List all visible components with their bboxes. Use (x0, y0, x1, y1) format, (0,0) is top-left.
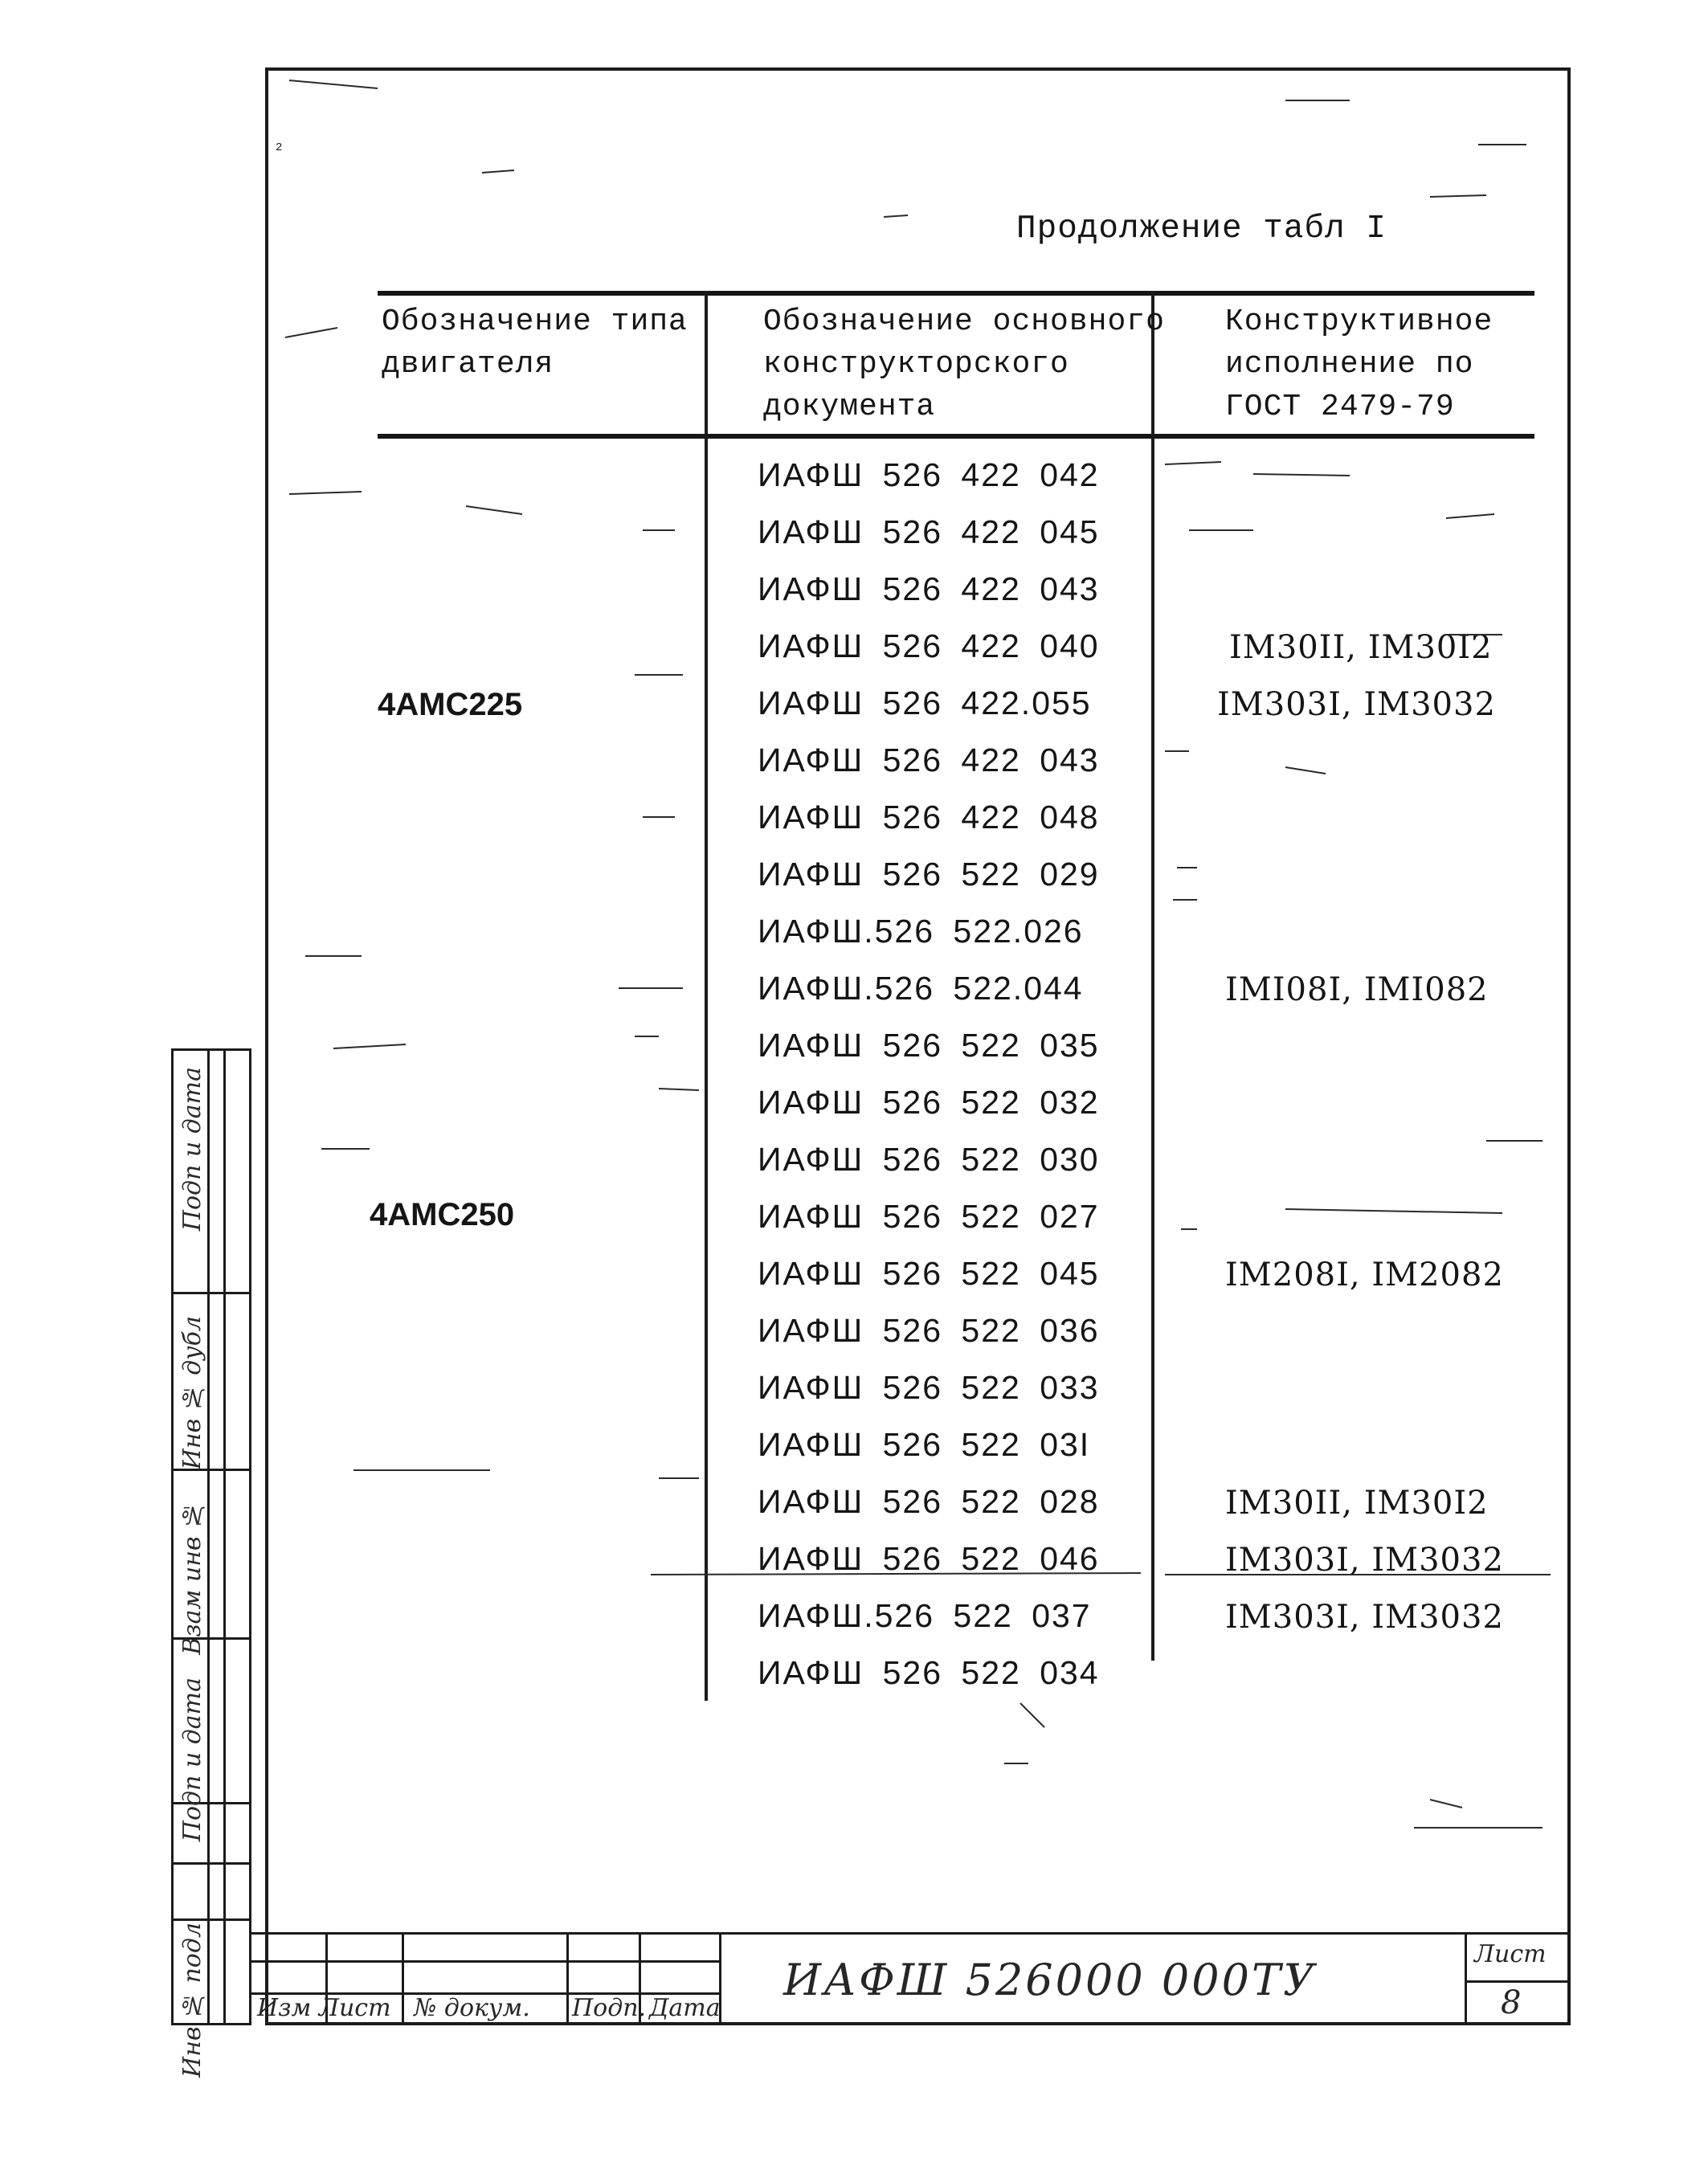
document-code-row: ИАФШ 526 522 028 (758, 1483, 1100, 1520)
document-code-row: ИАФШ 526 422 043 (758, 570, 1100, 607)
header-mounting-line1: Конструктивное (1225, 304, 1493, 339)
table-continuation-note: Продолжение табл I (1016, 210, 1387, 247)
document-code-row: ИАФШ 526 422 045 (758, 513, 1100, 550)
header-design-document-line2: конструкторского (763, 347, 1069, 382)
mounting-variant: IM208I, IM2082 (1225, 1256, 1504, 1293)
document-code-row: ИАФШ 526 422 043 (758, 742, 1100, 778)
strip-label: Взам инв № (178, 1501, 206, 1655)
title-block-divider (402, 1932, 404, 2025)
header-motor-type-line1: Обозначение типа (382, 304, 688, 339)
title-block-sheet-rule (1465, 1980, 1569, 1983)
motor-type-2: 4АМС250 (370, 1197, 515, 1232)
document-code-row: ИАФШ 526 522 045 (758, 1255, 1100, 1292)
strip-row-divider (174, 1292, 249, 1294)
header-motor-type-line2: двигателя (382, 347, 554, 382)
title-block-divider (566, 1932, 569, 2025)
strip-row-divider (174, 1918, 249, 1921)
document-code-row: ИАФШ.526 522.026 (758, 913, 1084, 950)
strip-row-divider (174, 1862, 249, 1865)
document-code-row: ИАФШ 526 422 042 (758, 456, 1100, 493)
strip-label: Инв № подл (178, 1923, 206, 2078)
signature-cell-date: Дата (649, 1994, 721, 2022)
title-block-divider (1465, 1932, 1467, 2025)
sheet-number: 8 (1501, 1984, 1522, 2021)
header-design-document-line3: документа (763, 390, 936, 424)
strip-label: Инв № дубл (178, 1316, 206, 1470)
strip-column-divider (223, 1051, 226, 2023)
mounting-variant: IM303I, IM3032 (1225, 1542, 1504, 1579)
signature-cell-change: Изм Лист (257, 1994, 391, 2022)
mounting-variant: IM303I, IM3032 (1225, 1599, 1504, 1636)
document-code-row: ИАФШ 526 522 033 (758, 1369, 1100, 1406)
header-mounting-line2: исполнение по (1225, 347, 1474, 382)
signature-cell-signature: Подп. (572, 1994, 647, 2022)
document-code-row: ИАФШ.526 522 037 (758, 1597, 1092, 1634)
document-code-row: ИАФШ 526 422 040 (758, 627, 1100, 664)
document-code-row: ИАФШ 526 522 027 (758, 1198, 1100, 1235)
document-code-row: ИАФШ 526 522 03I (758, 1426, 1091, 1463)
document-code-row: ИАФШ 526 422 048 (758, 799, 1100, 836)
mounting-variant: IM30II, IM30I2 (1229, 629, 1493, 666)
document-code-row: ИАФШ 526 522 036 (758, 1312, 1100, 1349)
strip-column-divider (207, 1051, 210, 2023)
motor-type-1: 4АМС225 (378, 687, 523, 722)
left-margin-stamp-strip (171, 1048, 251, 2078)
title-block-mid-rule (251, 1960, 721, 1963)
header-mounting-line3: ГОСТ 2479-79 (1225, 390, 1455, 424)
sheet-label: Лист (1474, 1940, 1547, 1968)
mounting-variant: IM303I, IM3032 (1217, 686, 1496, 723)
header-design-document-line1: Обозначение основного (763, 304, 1165, 339)
document-code-row: ИАФШ.526 522.044 (758, 970, 1084, 1007)
document-code-row: ИАФШ 526 522 035 (758, 1027, 1100, 1064)
strip-label: Подп и дата (178, 1067, 206, 1232)
document-code-row: ИАФШ 526 422.055 (758, 684, 1092, 721)
document-code-row: ИАФШ 526 522 034 (758, 1654, 1100, 1691)
mounting-variant: IMI08I, IMI082 (1225, 971, 1489, 1008)
document-code-row: ИАФШ 526 522 030 (758, 1141, 1100, 1178)
strip-label: Подп и дата (178, 1677, 206, 1842)
title-block-top-rule (251, 1932, 1569, 1935)
document-code-row: ИАФШ 526 522 029 (758, 856, 1100, 893)
document-code-row: ИАФШ 526 522 046 (758, 1540, 1100, 1577)
document-code: ИАФШ 526000 000ТУ (783, 1955, 1318, 2005)
page-number-mark: 2 (276, 141, 283, 154)
signature-cell-doc-number: № докум. (414, 1994, 530, 2022)
document-code-row: ИАФШ 526 522 032 (758, 1084, 1100, 1121)
mounting-variant: IM30II, IM30I2 (1225, 1485, 1489, 1522)
